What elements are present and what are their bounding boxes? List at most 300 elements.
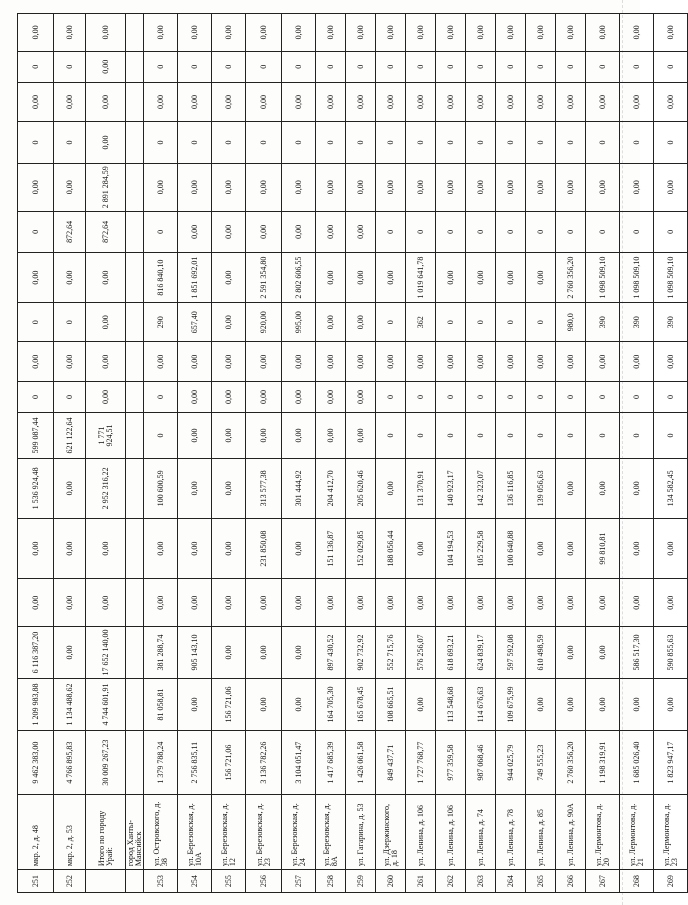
value-cell: 0 [376,381,406,412]
value-cell: 0,00 [466,82,496,121]
value-cell: 0,00 [406,163,436,211]
value-cell: 165 678,45 [346,679,376,731]
value-cell: 4 744 601,91 [86,679,126,731]
value-cell: 0,00 [316,342,346,381]
value-cell: 0,00 [178,458,212,518]
value-cell: 0,00 [556,458,586,518]
value-cell: 0,00 [406,579,436,627]
value-cell: 1 198 319,91 [586,730,620,794]
value-cell: 0,00 [316,303,346,342]
value-cell: 140 923,17 [436,458,466,518]
empty-cell [126,82,144,121]
value-cell: 552 715,76 [376,627,406,679]
value-cell: 0,00 [178,342,212,381]
value-cell: 618 693,21 [436,627,466,679]
value-cell: 0,00 [282,82,316,121]
value-cell: 105 229,58 [466,519,496,579]
value-cell: 0 [212,122,246,164]
value-cell: 0,00 [282,519,316,579]
value-cell: 0 [466,51,496,82]
value-cell: 0 [18,51,54,82]
value-cell: 188 056,44 [376,519,406,579]
value-cell: 0 [436,303,466,342]
value-cell: 0 [246,122,282,164]
value-cell: 231 850,08 [246,519,282,579]
address-cell: ул. Лермонтова, д. 23 [654,795,688,870]
table-row [376,14,406,893]
value-cell: 390 [654,303,688,342]
empty-cell [126,211,144,253]
value-cell: 0,00 [346,163,376,211]
value-cell: 0,00 [586,82,620,121]
value-cell: 0,00 [86,253,126,303]
value-cell: 0,00 [212,519,246,579]
empty-cell [126,303,144,342]
value-cell: 0,00 [586,163,620,211]
city-name: город Ханты-Мансийск [126,795,144,870]
value-cell: 0,00 [406,82,436,121]
value-cell: 0,00 [18,342,54,381]
value-cell: 0,00 [54,519,86,579]
value-cell: 905 143,10 [178,627,212,679]
empty-cell [126,627,144,679]
city-heading-row [126,14,144,893]
value-cell: 108 665,51 [376,679,406,731]
value-cell: 0,00 [620,579,654,627]
row-number: 265 [526,870,556,893]
value-cell: 0,00 [466,14,496,52]
value-cell: 205 620,46 [346,458,376,518]
address-cell: ул. Лермонтова, д. 20 [586,795,620,870]
value-cell: 0,00 [86,519,126,579]
value-cell: 0,00 [586,458,620,518]
value-cell: 987 068,46 [466,730,496,794]
value-cell: 597 592,08 [496,627,526,679]
value-cell: 0 [586,413,620,459]
value-cell: 0,00 [212,627,246,679]
row-number: 255 [212,870,246,893]
value-cell: 0,00 [586,627,620,679]
address-cell: ул. Березовская, д. 23 [246,795,282,870]
value-cell: 920,00 [246,303,282,342]
value-cell: 0,00 [556,627,586,679]
value-cell: 164 705,30 [316,679,346,731]
value-cell: 0,00 [654,163,688,211]
value-cell: 0 [54,303,86,342]
value-cell: 0,00 [212,82,246,121]
value-cell: 0 [654,381,688,412]
value-cell: 1 134 488,62 [54,679,86,731]
value-cell: 0,00 [316,253,346,303]
value-cell: 0 [496,303,526,342]
value-cell: 0,00 [54,253,86,303]
value-cell: 0,00 [178,381,212,412]
value-cell: 0,00 [376,163,406,211]
value-cell: 0 [556,381,586,412]
value-cell: 0 [316,122,346,164]
value-cell: 301 444,92 [282,458,316,518]
value-cell: 0,00 [346,381,376,412]
value-cell: 0,00 [346,14,376,52]
value-cell: 0,00 [178,519,212,579]
value-cell: 0,00 [316,82,346,121]
value-cell: 0,00 [376,253,406,303]
row-number: 266 [556,870,586,893]
value-cell: 0,00 [86,579,126,627]
value-cell: 0,00 [620,14,654,52]
value-cell: 0 [144,211,178,253]
value-cell: 0,00 [376,14,406,52]
value-cell: 0,00 [526,14,556,52]
value-cell: 0,00 [586,14,620,52]
value-cell: 0,00 [18,579,54,627]
row-number: 269 [654,870,688,893]
value-cell: 0 [496,413,526,459]
value-cell: 131 370,91 [406,458,436,518]
value-cell: 0 [654,211,688,253]
empty-cell [126,381,144,412]
value-cell: 0 [54,381,86,412]
value-cell: 0,00 [212,253,246,303]
value-cell: 0,00 [212,381,246,412]
value-cell: 0,00 [316,413,346,459]
address-cell: ул. Ленина, д. 85 [526,795,556,870]
value-cell: 0,00 [556,679,586,731]
value-cell: 0,00 [212,579,246,627]
empty-cell [126,122,144,164]
value-cell: 0 [406,51,436,82]
value-cell: 0,00 [346,303,376,342]
value-cell: 0,00 [466,253,496,303]
value-cell: 0 [18,381,54,412]
table-row [144,14,178,893]
address-cell: ул. Ленина, д. 106 [436,795,466,870]
value-cell: 2 891 284,59 [86,163,126,211]
row-number: 254 [178,870,212,893]
value-cell: 0 [620,51,654,82]
value-cell: 0,00 [282,381,316,412]
value-cell: 0,00 [346,579,376,627]
value-cell: 0,00 [18,519,54,579]
address-cell: ул. Березовская, д. 12 [212,795,246,870]
value-cell: 0 [586,51,620,82]
value-cell: 0 [282,122,316,164]
table-row [346,14,376,893]
table-row [556,14,586,893]
rotated-table-container [17,13,679,893]
value-cell: 0,00 [282,211,316,253]
value-cell: 0,00 [436,253,466,303]
value-cell: 0 [496,122,526,164]
value-cell: 0,00 [282,163,316,211]
row-number: 267 [586,870,620,893]
value-cell: 0 [406,211,436,253]
value-cell: 0 [436,413,466,459]
value-cell: 0,00 [526,679,556,731]
value-cell: 0 [526,303,556,342]
value-cell: 0,00 [178,679,212,731]
value-cell: 2 591 354,80 [246,253,282,303]
value-cell: 152 029,85 [346,519,376,579]
value-cell: 0,00 [178,14,212,52]
value-cell: 0,00 [18,14,54,52]
value-cell: 0,00 [586,342,620,381]
value-cell: 0 [144,122,178,164]
value-cell: 816 840,10 [144,253,178,303]
value-cell: 1 851 692,01 [178,253,212,303]
value-cell: 0,00 [466,579,496,627]
table-row [406,14,436,893]
value-cell: 0 [376,413,406,459]
value-cell: 0,00 [376,458,406,518]
empty-cell [126,458,144,518]
value-cell: 0 [144,413,178,459]
value-cell: 113 548,68 [436,679,466,731]
value-cell: 872,64 [54,211,86,253]
value-cell: 136 116,85 [496,458,526,518]
value-cell: 0 [526,381,556,412]
value-cell: 0,00 [654,342,688,381]
table-row [316,14,346,893]
value-cell: 0 [586,122,620,164]
row-number: 251 [18,870,54,893]
address-cell: Итого по городу Урай: [86,795,126,870]
row-number [86,870,126,893]
value-cell: 3 136 782,26 [246,730,282,794]
value-cell: 0 [526,51,556,82]
value-cell: 0,00 [316,163,346,211]
value-cell: 0 [556,122,586,164]
table-row [178,14,212,893]
value-cell: 0 [282,51,316,82]
total-row [86,14,126,893]
table-row [282,14,316,893]
row-number: 253 [144,870,178,893]
value-cell: 0,00 [246,14,282,52]
empty-cell [126,730,144,794]
value-cell: 0,00 [496,253,526,303]
value-cell: 0,00 [620,519,654,579]
value-cell: 0,00 [526,579,556,627]
empty-cell [126,579,144,627]
address-cell: ул. Островского, д. 38 [144,795,178,870]
value-cell: 0,00 [496,14,526,52]
value-cell: 0 [18,303,54,342]
value-cell: 0,00 [246,211,282,253]
value-cell: 897 430,52 [316,627,346,679]
value-cell: 0,00 [496,82,526,121]
value-cell: 0,00 [246,82,282,121]
address-cell: ул. Лермонтова, д. 21 [620,795,654,870]
value-cell: 0,00 [316,14,346,52]
value-cell: 0,00 [144,82,178,121]
value-cell: 313 577,38 [246,458,282,518]
value-cell: 0,00 [282,679,316,731]
value-cell: 1 823 947,17 [654,730,688,794]
value-cell: 944 025,79 [496,730,526,794]
value-cell: 590 855,63 [654,627,688,679]
value-cell: 0,00 [282,579,316,627]
value-cell: 1 098 509,10 [586,253,620,303]
value-cell: 0 [466,211,496,253]
value-cell: 0 [556,211,586,253]
value-cell: 0,00 [246,381,282,412]
empty-cell [126,253,144,303]
table-row [436,14,466,893]
value-cell: 0,00 [406,519,436,579]
value-cell: 0,00 [376,342,406,381]
row-number: 260 [376,870,406,893]
value-cell: 0 [246,51,282,82]
value-cell: 0,00 [654,14,688,52]
value-cell: 0,00 [246,163,282,211]
value-cell: 0,00 [212,14,246,52]
value-cell: 749 555,23 [526,730,556,794]
value-cell: 30 009 267,23 [86,730,126,794]
value-cell: 872,64 [86,211,126,253]
row-number: 257 [282,870,316,893]
row-number: 259 [346,870,376,893]
value-cell: 0 [316,51,346,82]
value-cell: 0,00 [282,627,316,679]
value-cell: 0,00 [212,163,246,211]
value-cell: 0,00 [654,579,688,627]
value-cell: 0 [436,122,466,164]
value-cell: 17 652 140,00 [86,627,126,679]
value-cell: 0,00 [212,303,246,342]
value-cell: 290 [144,303,178,342]
value-cell: 0 [406,381,436,412]
value-cell: 0 [654,122,688,164]
value-cell: 995,00 [282,303,316,342]
value-cell: 0,00 [436,342,466,381]
value-cell: 0,00 [246,342,282,381]
address-cell: ул. Ленина, д. 74 [466,795,496,870]
value-cell: 0,00 [144,163,178,211]
value-cell: 3 104 051,47 [282,730,316,794]
value-cell: 1 209 983,88 [18,679,54,731]
address-cell: ул. Ленина, д. 106 [406,795,436,870]
value-cell: 362 [406,303,436,342]
value-cell: 0,00 [466,342,496,381]
value-cell: 0,00 [346,413,376,459]
value-cell: 0,00 [178,413,212,459]
address-cell: ул. Дзержинского, д. 18 [376,795,406,870]
value-cell: 0,00 [212,211,246,253]
empty-cell [126,163,144,211]
value-cell: 156 721,06 [212,730,246,794]
value-cell: 0,00 [586,679,620,731]
value-cell: 0 [466,303,496,342]
value-cell: 1 426 061,58 [346,730,376,794]
value-cell: 0,00 [86,122,126,164]
address-cell: ул. Ленина, д. 78 [496,795,526,870]
value-cell: 576 256,07 [406,627,436,679]
value-cell: 0 [556,51,586,82]
value-cell: 2 802 606,55 [282,253,316,303]
empty-cell [126,51,144,82]
value-cell: 657,40 [178,303,212,342]
value-cell: 0 [406,413,436,459]
value-cell: 0 [178,51,212,82]
value-cell: 0,00 [54,458,86,518]
value-cell: 0,00 [376,579,406,627]
value-cell: 0,00 [346,253,376,303]
value-cell: 0 [586,211,620,253]
value-cell: 0,00 [316,211,346,253]
value-cell: 621 122,64 [54,413,86,459]
table-row [620,14,654,893]
table-row [526,14,556,893]
address-cell: ул. Березовская, д. 8А [316,795,346,870]
value-cell: 0,00 [556,579,586,627]
value-cell: 2 952 316,22 [86,458,126,518]
value-cell: 0,00 [526,163,556,211]
value-cell: 0,00 [212,342,246,381]
value-cell: 0,00 [282,413,316,459]
value-cell: 0 [18,211,54,253]
value-cell: 151 136,87 [316,519,346,579]
table-row [496,14,526,893]
value-cell: 0,00 [620,342,654,381]
value-cell: 2 756 835,11 [178,730,212,794]
value-cell: 1 685 026,40 [620,730,654,794]
empty-cell [126,519,144,579]
repair-cost-table [17,13,688,893]
value-cell: 0,00 [212,413,246,459]
value-cell: 0,00 [144,579,178,627]
value-cell: 0,00 [376,82,406,121]
value-cell: 0,00 [178,579,212,627]
value-cell: 0,00 [54,579,86,627]
value-cell: 599 087,44 [18,413,54,459]
value-cell: 0,00 [346,82,376,121]
value-cell: 0 [526,211,556,253]
row-number: 258 [316,870,346,893]
address-cell: ул. Гагарина, д. 53 [346,795,376,870]
value-cell: 390 [620,303,654,342]
address-cell: ул. Березовская, д. 24 [282,795,316,870]
value-cell: 0,00 [316,579,346,627]
value-cell: 0,00 [282,342,316,381]
value-cell: 0 [466,381,496,412]
value-cell: 1 417 685,39 [316,730,346,794]
value-cell: 0,00 [436,579,466,627]
empty-cell [126,14,144,52]
value-cell: 0,00 [586,579,620,627]
value-cell: 0 [466,122,496,164]
value-cell: 0,00 [144,14,178,52]
value-cell: 0,00 [346,342,376,381]
value-cell: 0 [436,211,466,253]
value-cell: 0 [496,51,526,82]
value-cell: 2 760 356,20 [556,253,586,303]
value-cell: 0 [376,211,406,253]
value-cell: 0,00 [654,82,688,121]
value-cell: 0,00 [436,163,466,211]
value-cell: 0,00 [246,679,282,731]
value-cell: 0,00 [144,342,178,381]
value-cell: 0,00 [526,253,556,303]
value-cell: 156 721,06 [212,679,246,731]
value-cell: 0,00 [54,627,86,679]
table-row [586,14,620,893]
value-cell: 100 640,88 [496,519,526,579]
value-cell: 0,00 [496,163,526,211]
value-cell: 134 582,45 [654,458,688,518]
value-cell: 0,00 [86,14,126,52]
value-cell: 0,00 [54,82,86,121]
